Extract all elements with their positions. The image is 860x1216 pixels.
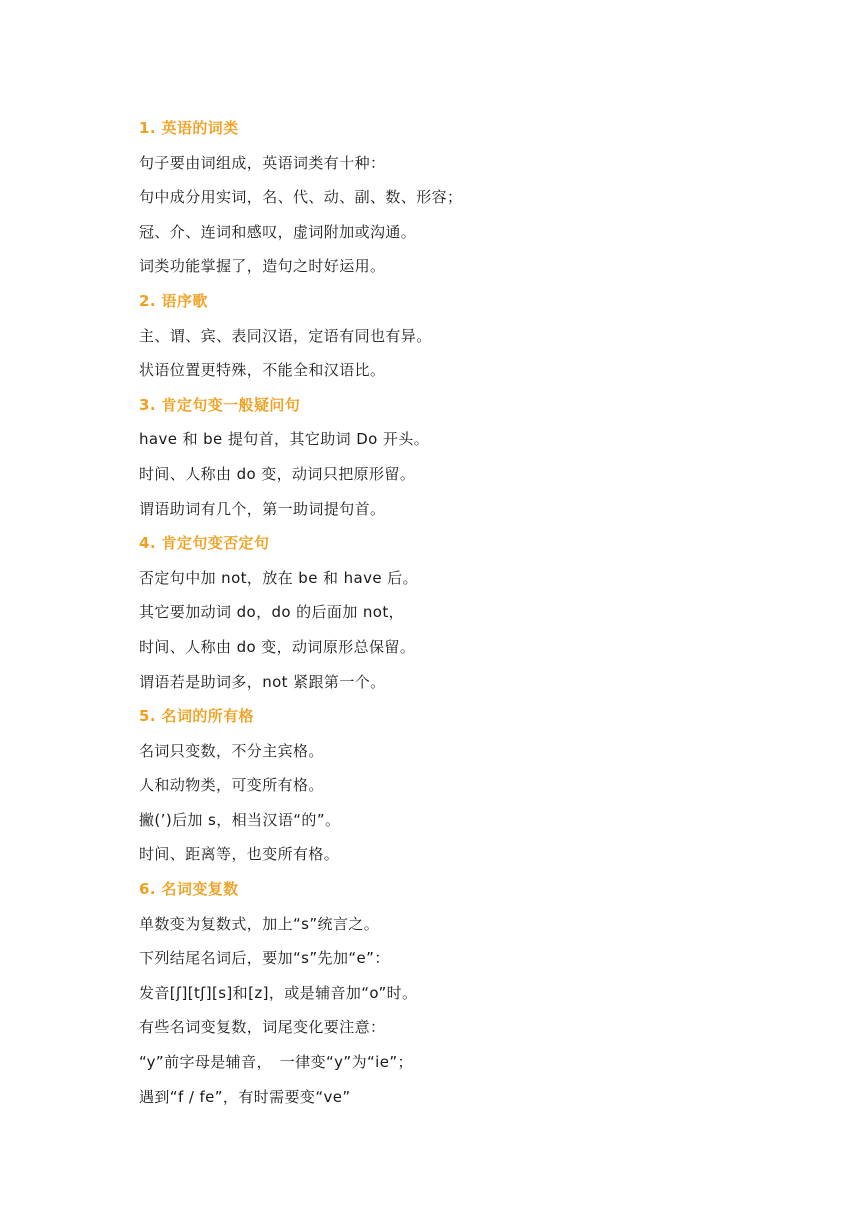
text-line: 否定句中加 not，放在 be 和 have 后。 <box>139 568 418 587</box>
text-line: 谓语助词有几个，第一助词提句首。 <box>139 499 386 518</box>
section-word-classes <box>139 111 829 284</box>
text-line: 时间、人称由 do 变，动词原形总保留。 <box>139 637 416 656</box>
section-heading: 2. 语序歌 <box>139 291 208 310</box>
text-line: 下列结尾名词后，要加“s”先加“e”： <box>139 949 390 968</box>
text-line: 主、谓、宾、表同汉语，定语有同也有异。 <box>139 326 432 345</box>
text-line: have 和 be 提句首，其它助词 Do 开头。 <box>139 430 430 449</box>
text-line: 时间、人称由 do 变，动词只把原形留。 <box>139 464 416 483</box>
section-word-order <box>139 284 829 388</box>
text-line: 句中成分用实词，名、代、动、副、数、形容； <box>139 188 463 207</box>
section-general-question <box>139 388 829 526</box>
text-line: 其它要加动词 do，do 的后面加 not， <box>139 603 405 622</box>
section-heading: 5. 名词的所有格 <box>139 707 254 726</box>
text-line: 句子要由词组成，英语词类有十种： <box>139 153 386 172</box>
document-body <box>139 111 829 1114</box>
section-plural-nouns <box>139 872 829 1114</box>
text-line: 人和动物类，可变所有格。 <box>139 776 324 795</box>
section-heading: 1. 英语的词类 <box>139 119 239 137</box>
text-line: 谓语若是助词多，not 紧跟第一个。 <box>139 672 386 691</box>
text-line: 冠、介、连词和感叹，虚词附加或沟通。 <box>139 222 417 241</box>
text-line: 遇到“f / fe”，有时需要变“ve” <box>139 1087 351 1106</box>
text-line: 有些名词变复数，词尾变化要注意： <box>139 1018 386 1037</box>
text-line: 名词只变数，不分主宾格。 <box>139 741 324 760</box>
text-line: “y”前字母是辅音， 一律变“y”为“ie”； <box>139 1053 413 1072</box>
section-heading: 4. 肯定句变否定句 <box>139 534 270 553</box>
section-possessive-case <box>139 699 829 872</box>
text-line: 时间、距离等，也变所有格。 <box>139 845 340 864</box>
text-line: 发音[ʃ][tʃ][s]和[z]，或是辅音加“o”时。 <box>139 983 418 1002</box>
text-line: 词类功能掌握了，造句之时好运用。 <box>139 257 386 276</box>
section-heading: 6. 名词变复数 <box>139 880 239 899</box>
text-line: 单数变为复数式，加上“s”统言之。 <box>139 914 380 933</box>
text-line: 状语位置更特殊，不能全和汉语比。 <box>139 361 386 380</box>
section-heading: 3. 肯定句变一般疑问句 <box>139 395 301 414</box>
section-negative-sentence <box>139 526 829 699</box>
text-line: 撇(’)后加 s，相当汉语“的”。 <box>139 810 341 829</box>
